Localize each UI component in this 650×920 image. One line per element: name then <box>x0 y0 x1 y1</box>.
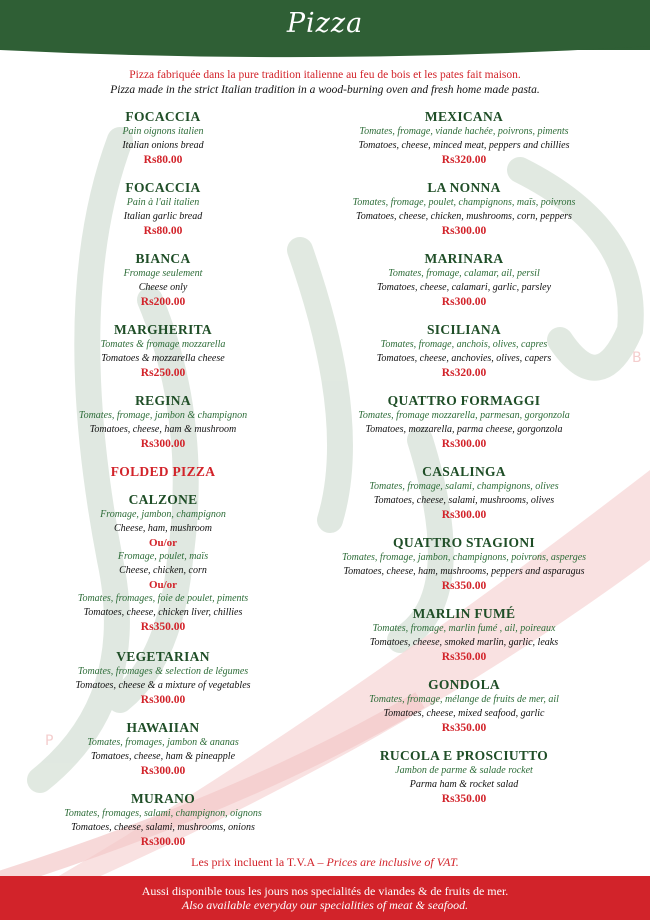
intro-french: Pizza fabriquée dans la pure tradition italienne au feu de bois et les pates fait maison. <box>129 69 521 81</box>
item-price: Rs80.00 <box>143 225 183 237</box>
item-description-fr: Tomates, fromages & selection de légumes <box>77 666 249 677</box>
item-description-fr: Tomates, fromage, marlin fumé , ail, poireaux <box>372 623 556 634</box>
item-price: Rs300.00 <box>140 438 186 450</box>
item-price: Rs350.00 <box>441 580 487 592</box>
menu-item <box>46 791 280 849</box>
item-description-fr: Tomates, fromage, poulet, champignons, maïs, poivrons <box>352 197 576 208</box>
watermark-letter: B <box>632 350 642 366</box>
menu-item <box>46 393 280 451</box>
item-price: Rs300.00 <box>441 225 487 237</box>
menu-item <box>46 649 280 707</box>
item-name: VEGETARIAN <box>116 649 210 664</box>
item-description-fr: Tomates, fromage mozzarella, parmesan, gorgonzola <box>358 410 570 421</box>
item-price: Rs300.00 <box>441 438 487 450</box>
menu-item <box>318 606 610 664</box>
menu-item <box>318 251 610 309</box>
menu-item <box>318 535 610 593</box>
item-description-fr: Tomates, fromage, mélange de fruits de mer, ail <box>369 694 559 705</box>
item-description-fr: Tomates, fromage, jambon, champignons, poivrons, asperges <box>341 552 587 563</box>
item-description-fr: Fromage, poulet, maïs <box>117 551 209 562</box>
item-description-en: Tomatoes, cheese, ham & pineapple <box>90 751 236 762</box>
item-name: RUCOLA E PROSCIUTTO <box>379 748 549 763</box>
item-description-fr: Tomates, fromages, foie de poulet, piments <box>77 593 249 604</box>
item-description-en: Tomatoes, cheese, mixed seafood, garlic <box>383 708 545 719</box>
item-description-en: Cheese, ham, mushroom <box>114 523 212 534</box>
item-description-en: Tomatoes, cheese, chicken, mushrooms, corn, peppers <box>356 211 572 222</box>
vat-note <box>0 855 650 870</box>
item-name: MURANO <box>130 791 196 806</box>
item-name: MEXICANA <box>424 109 504 124</box>
footer-french: Aussi disponible tous les jours nos specialités de viandes & de fruits de mer. <box>141 884 509 898</box>
item-name: FOCACCIA <box>125 180 201 195</box>
item-description-en: Tomatoes, cheese, ham, mushrooms, peppers and asparagus <box>343 566 585 577</box>
item-description-fr: Tomates, fromage, calamar, ail, persil <box>388 268 540 279</box>
watermark-letter: P <box>45 733 54 749</box>
item-price: Rs320.00 <box>441 154 487 166</box>
item-name: MARINARA <box>424 251 504 266</box>
vat-dash: – <box>314 855 327 869</box>
item-description-en: Tomatoes, cheese, ham & mushroom <box>89 424 237 435</box>
item-description-en: Parma ham & rocket salad <box>409 779 519 790</box>
menu-item <box>318 748 610 806</box>
item-description-en: Tomatoes, cheese, minced meat, peppers and chillies <box>358 140 570 151</box>
item-name: MARLIN FUMÉ <box>412 606 516 621</box>
menu-item <box>46 109 280 167</box>
item-name: REGINA <box>135 393 191 408</box>
item-description-fr: Tomates, fromage, viande hachée, poivrons, piments <box>359 126 569 137</box>
item-price: Rs350.00 <box>441 651 487 663</box>
menu-item <box>46 322 280 380</box>
item-description-fr: Fromage seulement <box>123 268 203 279</box>
item-name: SICILIANA <box>427 322 501 337</box>
item-name: FOCACCIA <box>125 109 201 124</box>
item-price: Rs350.00 <box>441 793 487 805</box>
vat-note-en: Prices are inclusive of VAT. <box>326 855 459 869</box>
menu-item <box>46 180 280 238</box>
item-price: Rs350.00 <box>441 722 487 734</box>
item-description-en: Tomatoes, cheese, calamari, garlic, parsley <box>376 282 552 293</box>
item-description-en: Tomatoes, cheese, chicken liver, chillies <box>83 607 243 618</box>
item-name: QUATTRO FORMAGGI <box>387 393 541 408</box>
item-description-fr: Fromage, jambon, champignon <box>100 509 226 520</box>
item-name: CASALINGA <box>422 464 506 479</box>
section-title: FOLDED PIZZA <box>110 464 216 479</box>
menu-item <box>318 393 610 451</box>
item-description-en: Tomatoes & mozzarella cheese <box>101 353 225 364</box>
section-heading-folded-pizza <box>46 464 280 480</box>
menu-item <box>318 464 610 522</box>
item-name: LA NONNA <box>427 180 501 195</box>
item-description-fr: Tomates, fromages, jambon & ananas <box>87 737 239 748</box>
option-separator: Ou/or <box>148 579 178 591</box>
item-price: Rs320.00 <box>441 367 487 379</box>
footer-text <box>0 884 650 912</box>
item-name: BIANCA <box>135 251 191 266</box>
item-name: HAWAIIAN <box>126 720 200 735</box>
item-description-en: Italian onions bread <box>122 140 204 151</box>
item-description-en: Cheese only <box>138 282 188 293</box>
item-description-en: Tomatoes, cheese, smoked marlin, garlic, leaks <box>369 637 559 648</box>
item-price: Rs200.00 <box>140 296 186 308</box>
item-price: Rs350.00 <box>140 621 186 633</box>
item-description-en: Tomatoes, cheese, anchovies, olives, capers <box>376 353 552 364</box>
item-price: Rs250.00 <box>140 367 186 379</box>
item-description-fr: Pain à l'ail italien <box>126 197 200 208</box>
menu-item <box>46 720 280 778</box>
item-price: Rs300.00 <box>140 694 186 706</box>
item-description-fr: Jambon de parme & salade rocket <box>395 765 533 776</box>
item-description-en: Italian garlic bread <box>123 211 203 222</box>
item-description-fr: Tomates, fromages, salami, champignon, oignons <box>64 808 262 819</box>
item-description-en: Tomatoes, cheese, salami, mushrooms, onions <box>71 822 255 833</box>
item-name: CALZONE <box>128 492 198 507</box>
item-description-fr: Tomates, fromage, salami, champignons, olives <box>369 481 559 492</box>
vat-note-fr: Les prix incluent la T.V.A <box>191 855 315 869</box>
item-description-en: Cheese, chicken, corn <box>119 565 207 576</box>
menu-item <box>318 677 610 735</box>
menu-item <box>318 322 610 380</box>
item-description-fr: Tomates & fromage mozzarella <box>100 339 226 350</box>
item-description-en: Tomatoes, mozzarella, parma cheese, gorgonzola <box>365 424 563 435</box>
item-name: QUATTRO STAGIONI <box>393 535 535 550</box>
page-title: Pizza <box>286 8 364 39</box>
intro <box>0 68 650 97</box>
item-description-fr: Pain oignons italien <box>122 126 204 137</box>
menu-item-calzone <box>46 492 280 634</box>
item-description-en: Tomatoes, cheese & a mixture of vegetables <box>75 680 251 691</box>
menu-item <box>318 109 610 167</box>
menu-item <box>46 251 280 309</box>
item-price: Rs300.00 <box>441 296 487 308</box>
item-name: GONDOLA <box>428 677 500 692</box>
option-separator: Ou/or <box>148 537 178 549</box>
item-description-fr: Tomates, fromage, anchois, olives, capres <box>380 339 548 350</box>
item-description-fr: Tomates, fromage, jambon & champignon <box>78 410 248 421</box>
menu-item <box>318 180 610 238</box>
item-price: Rs300.00 <box>441 509 487 521</box>
item-name: MARGHERITA <box>113 322 212 337</box>
item-price: Rs80.00 <box>143 154 183 166</box>
item-price: Rs300.00 <box>140 836 186 848</box>
item-description-en: Tomatoes, cheese, salami, mushrooms, olives <box>373 495 555 506</box>
item-price: Rs300.00 <box>140 765 186 777</box>
intro-english: Pizza made in the strict Italian tradition in a wood-burning oven and fresh home made pasta. <box>110 84 540 96</box>
footer-english: Also available everyday our specialities of meat & seafood. <box>181 898 469 912</box>
